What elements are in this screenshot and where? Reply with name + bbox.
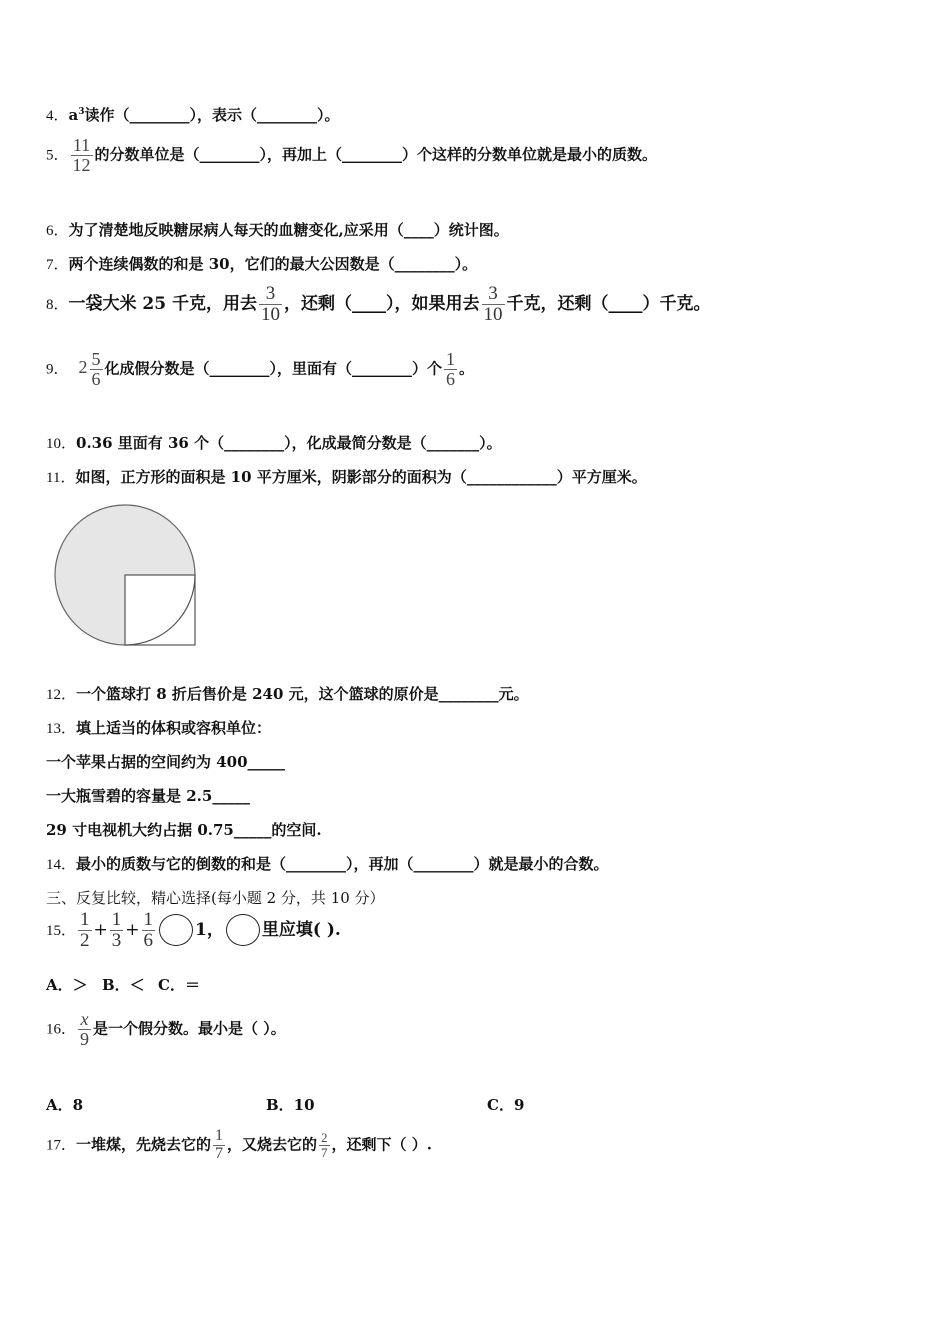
fraction: $\frac{3}{10}$ (483, 283, 503, 325)
question-text: ，还剩下（ ）. (331, 1135, 432, 1154)
question-number: 13． (46, 721, 77, 737)
question-text: 化成假分数是（________），里面有（________）个 (104, 359, 443, 378)
question-13 (46, 718, 271, 739)
question-6 (46, 220, 509, 241)
question-number: 14． (46, 857, 77, 873)
question-13-line-2: 一大瓶雪碧的容量是 2.5_____ (46, 787, 250, 805)
question-12 (46, 684, 529, 705)
fraction: $\frac{1}{6}$ (446, 349, 456, 389)
fraction: $\frac{1}{2}$ (80, 909, 90, 951)
circle-square-figure (52, 502, 202, 652)
question-text: 0.36 里面有 36 个（________），化成最简分数是（_______）。 (76, 434, 502, 452)
fraction: $\frac{11}{12}$ (72, 135, 91, 175)
question-number: 11． (46, 470, 76, 486)
question-text: 如图，正方形的面积是 10 平方厘米，阴影部分的面积为（____________）平方厘米。 (75, 468, 647, 486)
variable-a: a (68, 106, 79, 124)
q15-option-c[interactable]: C．＝ (158, 976, 200, 994)
fraction: $\frac{3}{10}$ (261, 283, 281, 325)
question-text: ，还剩（____），如果用去 (284, 293, 480, 314)
answer-circle[interactable] (226, 914, 260, 946)
question-16 (46, 1010, 286, 1049)
question-number: 17． (46, 1137, 77, 1154)
mixed-whole: 2 (78, 357, 88, 378)
question-text: 一堆煤，先烧去它的 (76, 1135, 212, 1154)
question-13-line-1: 一个苹果占据的空间约为 400_____ (46, 753, 286, 771)
fraction: $\frac{1}{6}$ (143, 909, 154, 951)
question-text: 最小的质数与它的倒数的和是（________），再加（________）就是最小的合数。 (76, 855, 609, 873)
question-number: 7． (46, 257, 69, 273)
question-4 (46, 102, 340, 126)
question-text: 填上适当的体积或容积单位： (76, 719, 272, 737)
question-number: 6． (46, 223, 69, 239)
question-number: 4． (46, 108, 69, 124)
q15-option-b[interactable]: B．＜ (102, 976, 145, 994)
fraction: $\frac{x}{9}$ (80, 1009, 90, 1049)
question-17 (46, 1128, 432, 1163)
question-number: 5． (46, 147, 69, 164)
question-text: 为了清楚地反映糖尿病人每天的血糖变化,应采用（____）统计图。 (68, 221, 509, 239)
question-9 (46, 350, 474, 389)
question-text: ，又烧去它的 (227, 1135, 318, 1154)
q16-option-a[interactable]: A．8 (46, 1096, 84, 1114)
question-number: 10． (46, 436, 77, 452)
question-10 (46, 433, 502, 454)
question-text: 。 (459, 359, 475, 378)
question-number: 12． (46, 687, 77, 703)
question-text: 一袋大米 25 千克，用去 (68, 293, 258, 314)
square (125, 575, 195, 645)
question-text: 是一个假分数。最小是（ ）。 (93, 1019, 286, 1038)
question-8 (46, 284, 711, 325)
question-11 (46, 467, 647, 488)
question-15 (46, 910, 341, 951)
question-text: 1， (195, 919, 224, 940)
fraction: $\frac{1}{3}$ (111, 909, 122, 951)
exponent: 3 (78, 107, 85, 117)
section-3-heading: 三、反复比较，精心选择(每小题 2 分，共 10 分） (46, 889, 385, 907)
question-number: 9． (46, 361, 69, 378)
fraction: $\frac{2}{7}$ (321, 1130, 328, 1160)
plus-sign: + (125, 919, 140, 940)
question-number: 16． (46, 1021, 77, 1038)
question-text: 一个篮球打 8 折后售价是 240 元，这个篮球的原价是________元。 (76, 685, 529, 703)
question-text: 千克，还剩（____）千克。 (506, 293, 711, 314)
answer-circle[interactable] (159, 914, 193, 946)
q15-option-a[interactable]: A．＞ (46, 976, 88, 994)
fraction: $\frac{5}{6}$ (91, 349, 101, 389)
question-13-line-3: 29 寸电视机大约占据 0.75_____的空间. (46, 821, 322, 839)
q16-option-c[interactable]: C．9 (487, 1096, 525, 1114)
question-text: 读作（________），表示（________）。 (84, 106, 340, 124)
question-5 (46, 136, 657, 175)
question-number: 15． (46, 922, 77, 939)
question-7 (46, 254, 477, 275)
fraction: $\frac{1}{7}$ (215, 1127, 224, 1162)
question-number: 8． (46, 296, 69, 313)
question-text: 两个连续偶数的和是 30，它们的最大公因数是（________）。 (68, 255, 478, 273)
q16-option-b[interactable]: B．10 (266, 1096, 315, 1114)
question-14 (46, 854, 609, 875)
question-text: 里应填( ). (261, 919, 341, 940)
question-text: 的分数单位是（________），再加上（________）个这样的分数单位就是最小的质数。 (94, 145, 658, 164)
plus-sign: + (93, 919, 108, 940)
